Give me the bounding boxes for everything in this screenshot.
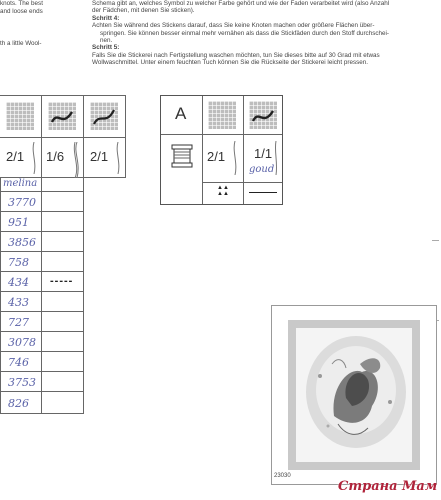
image-code: 23030	[274, 473, 291, 479]
ratio-cell	[42, 138, 84, 178]
handwritten-code: 727	[8, 316, 29, 329]
ratio-label: 1/6	[46, 149, 65, 164]
fairy-illustration-image	[272, 306, 436, 484]
table-cell	[42, 178, 84, 192]
handwritten-code: 3770	[8, 196, 36, 209]
table-cell	[42, 372, 84, 392]
table-cell	[42, 392, 84, 414]
left-text-line-1: knots. The best	[0, 0, 43, 7]
thread-icon	[231, 141, 239, 175]
instruction-line: Achten Sie während des Stickens darauf, dass Sie keine Knoten machen oder größere Flächen über-	[92, 22, 375, 30]
handwritten-note: goud	[249, 164, 275, 175]
handwritten-code: 746	[8, 356, 29, 369]
table-row	[0, 272, 42, 292]
ratio-label: 2/1	[90, 149, 109, 164]
watermark-text: Страна Мам	[338, 479, 438, 494]
table-row	[0, 332, 42, 352]
table-cell	[42, 292, 84, 312]
table-row	[0, 392, 42, 414]
table-cell	[42, 192, 84, 212]
table-row	[0, 252, 42, 272]
instruction-line: der Fädchen, mit denen Sie sticken).	[92, 7, 195, 15]
thread-icon	[114, 142, 122, 174]
instruction-line: nen.	[100, 37, 113, 45]
handwritten-code: 3078	[8, 336, 36, 349]
instruction-line: springen. Sie können besser einmal mehr vernähen als dass die Stickfäden durch den Stoff durchschei-	[100, 29, 390, 37]
handwritten-code: 758	[8, 256, 29, 269]
legend-letter: A	[175, 104, 187, 123]
ratio-label: 2/1	[207, 149, 226, 164]
legend-table	[160, 95, 283, 205]
cross-stitch-icon	[6, 102, 34, 130]
ratio-cell	[84, 138, 126, 178]
thread-icon	[30, 142, 38, 174]
table-row	[0, 178, 42, 192]
table-cell	[42, 312, 84, 332]
handwritten-code: 951	[8, 216, 29, 229]
handwritten-code: 434	[8, 276, 29, 289]
handwritten-code: 826	[8, 397, 29, 410]
thread-chart-table	[0, 95, 126, 418]
table-row	[0, 212, 42, 232]
instructions-block	[92, 0, 437, 67]
instruction-line: Schema gibt an, welches Symbol zu welcher Farbe gehört und wie der Faden verarbeitet wird (also Anzahl	[92, 0, 390, 7]
table-cell	[42, 252, 84, 272]
instruction-line: Wollwaschmittel. Unter einem feuchten Tuch können Sie die Rückseite der Stickerei leicht pressen.	[92, 59, 369, 67]
table-cell	[42, 332, 84, 352]
picture-frame	[271, 305, 437, 485]
backstitch-icon	[48, 102, 76, 130]
triangle-symbol: ▲▲ ▲▲	[217, 185, 229, 197]
table-row	[0, 352, 42, 372]
step-heading: Schritt 4:	[92, 14, 120, 22]
table-cell	[42, 352, 84, 372]
symbol-cell	[84, 96, 126, 138]
solid-line-symbol	[249, 192, 277, 193]
handwritten-code: melina	[3, 178, 38, 189]
step-heading: Schritt 5:	[92, 44, 120, 52]
handwritten-code: 3856	[8, 236, 36, 249]
half-stitch-icon	[90, 102, 118, 130]
backstitch-icon	[249, 101, 277, 129]
table-cell	[42, 272, 84, 292]
ratio-cell	[0, 138, 42, 178]
ratio-label: 2/1	[6, 149, 25, 164]
left-text-line-3: th a little Wool-	[0, 40, 42, 47]
table-row	[0, 232, 42, 252]
bobbin-icon	[168, 142, 196, 170]
table-row	[0, 292, 42, 312]
table-cell	[42, 212, 84, 232]
table-cell	[42, 232, 84, 252]
thread-icon	[72, 142, 82, 178]
ratio-label: 1/1	[254, 146, 273, 161]
symbol-cell	[0, 96, 42, 138]
table-row	[0, 312, 42, 332]
dashed-line-symbol: -----	[50, 275, 74, 287]
handwritten-code: 3753	[8, 376, 36, 389]
table-row	[0, 192, 42, 212]
handwritten-code: 433	[8, 296, 29, 309]
table-row	[0, 372, 42, 392]
table-left-border	[0, 178, 1, 414]
cross-stitch-icon	[208, 101, 236, 129]
left-text-line-2: and loose ends	[0, 8, 43, 15]
instruction-line: Falls Sie die Stickerei nach Fertigstellung waschen möchten, tun Sie dieses bitte auf 30 Grad mit etwas	[92, 51, 380, 59]
symbol-cell	[42, 96, 84, 138]
